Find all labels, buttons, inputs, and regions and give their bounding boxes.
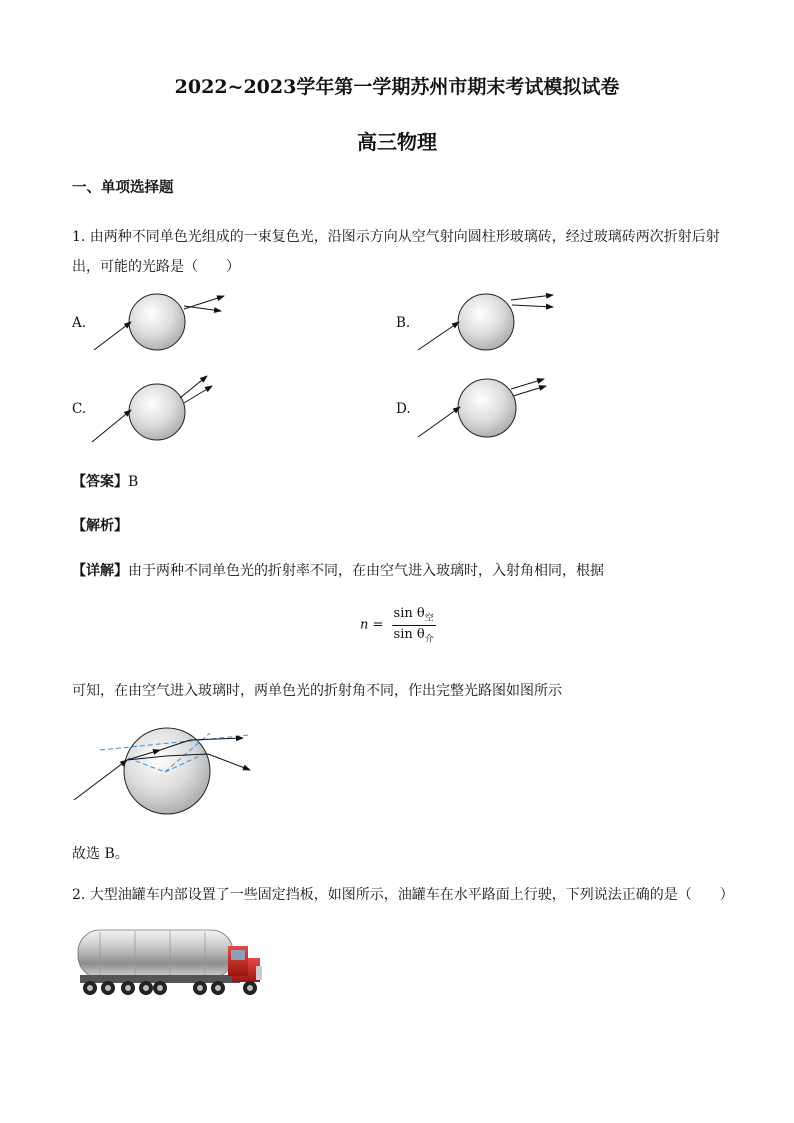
analysis-label: 【解析】: [72, 518, 128, 534]
final-choice: 故选 B。: [72, 846, 129, 862]
option-d-diagram: [418, 379, 546, 437]
conclusion-text: 可知，在由空气进入玻璃时，两单色光的折射角不同，作出完整光路图如图所示: [72, 683, 562, 699]
detail-label: 【详解】: [72, 563, 128, 579]
exam-title: 2022~2023学年第一学期苏州市期末考试模拟试卷: [174, 76, 620, 98]
detail-line: [72, 560, 604, 580]
solution-light-path-diagram: [74, 728, 250, 814]
question-1-stem: 1. 由两种不同单色光组成的一束复色光，沿图示方向从空气射向圆柱形玻璃砖，经过玻璃砖两次折射后射出，可能的光路是（ ）: [72, 229, 720, 275]
tanker-truck-image: [78, 930, 262, 995]
answer-line: [72, 471, 138, 491]
question-2-stem: 2. 大型油罐车内部设置了一些固定挡板，如图所示，油罐车在水平路面上行驶，下列说法正确的是（ ）: [72, 887, 734, 903]
option-b-label: B.: [396, 315, 411, 331]
option-c-diagram: [92, 376, 212, 442]
refraction-formula: [360, 606, 436, 644]
exam-subject: 高三物理: [357, 130, 437, 154]
formula-fraction: [392, 606, 436, 644]
section-heading: 一、单项选择题: [72, 179, 174, 196]
option-d-label: D.: [396, 401, 411, 417]
option-b-diagram: [418, 294, 553, 350]
answer-value: B: [128, 474, 139, 490]
formula-denominator: $\sin \theta_介$: [393, 626, 434, 645]
formula-lhs: n =: [360, 617, 384, 633]
answer-label: 【答案】: [72, 474, 128, 490]
option-a-diagram: [94, 294, 224, 350]
option-a-label: A.: [72, 315, 87, 331]
option-c-label: C.: [72, 401, 87, 417]
detail-text: 由于两种不同单色光的折射率不同，在由空气进入玻璃时，入射角相同，根据: [128, 563, 604, 579]
formula-numerator: $\sin \theta_空$: [393, 606, 434, 624]
